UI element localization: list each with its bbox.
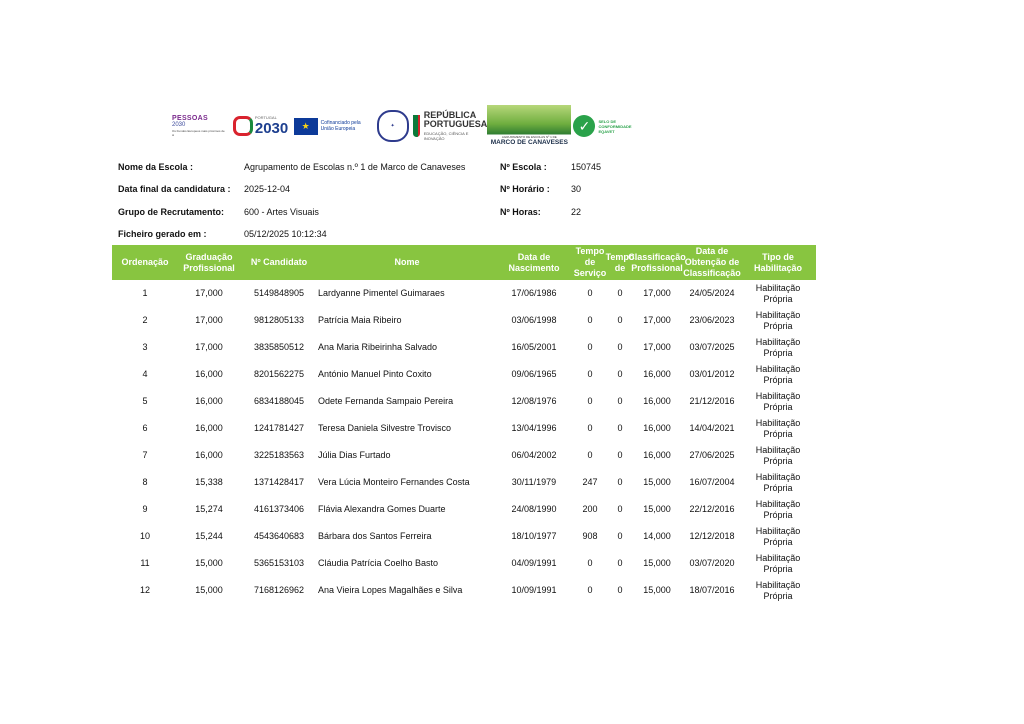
eqavet-text-1: SELO DE	[598, 118, 617, 124]
cell-nascimento: 09/06/1965	[511, 369, 557, 379]
table-row	[112, 361, 816, 388]
agrupamento-logo-main: MARCO DE CANAVESES	[490, 139, 568, 146]
cell-nome: Bárbara dos Santos Ferreira	[318, 531, 432, 541]
cell-classificacao: 17,000	[643, 342, 671, 352]
cell-data-classificacao: 18/07/2016	[689, 585, 735, 595]
cell-graduacao: 17,000	[195, 342, 223, 352]
republica-subtitle: EDUCAÇÃO, CIÊNCIA E INOVAÇÃO	[423, 131, 469, 141]
cell-classificacao: 15,000	[643, 558, 671, 568]
cell-tempo-servico: 247	[582, 477, 598, 487]
cell-nome: Odete Fernanda Sampaio Pereira	[318, 396, 454, 406]
cell-nascimento: 04/09/1991	[511, 558, 557, 568]
cell-classificacao: 16,000	[643, 369, 671, 379]
col-header-candidato: Nº Candidato	[250, 257, 308, 267]
cell-nome: Ana Vieira Lopes Magalhães e Silva	[318, 585, 463, 595]
cell-ordenacao: 11	[140, 558, 150, 568]
n-horas-value: 22	[571, 207, 582, 217]
eqavet-check-icon: ✓	[573, 115, 595, 137]
data-final-label: Data final da candidatura :	[118, 184, 231, 194]
cell-graduacao: 15,000	[195, 585, 223, 595]
table-row	[112, 280, 816, 307]
agrupamento-logo	[487, 105, 571, 147]
cell-graduacao: 17,000	[195, 315, 223, 325]
cell-tipo-habilitacao: Habilitação Própria	[755, 552, 801, 574]
portugal-2030-year: 2030	[254, 120, 289, 137]
cell-candidato: 1371428417	[253, 477, 305, 487]
cell-tipo-habilitacao: Habilitação Própria	[755, 390, 801, 412]
cell-ordenacao: 7	[142, 450, 148, 460]
portugal-2030-logo	[233, 102, 290, 150]
cell-nome: Júlia Dias Furtado	[318, 450, 391, 460]
n-horario-label: Nº Horário :	[500, 184, 550, 194]
cell-data-classificacao: 03/01/2012	[689, 369, 735, 379]
col-header-nome: Nome	[394, 257, 420, 267]
cell-tempo-servico: 0	[587, 315, 593, 325]
seal-icon: ✦	[377, 110, 409, 142]
cell-tipo-habilitacao: Habilitação Própria	[755, 471, 801, 493]
cell-nome: Flávia Alexandra Gomes Duarte	[318, 504, 446, 514]
agrupamento-logo-small: AGRUPAMENTO DE ESCOLAS Nº 1 DE	[501, 135, 557, 139]
cell-tempo-de: 0	[617, 342, 623, 352]
ficheiro-value: 05/12/2025 10:12:34	[244, 229, 327, 239]
cell-data-classificacao: 03/07/2025	[689, 342, 735, 352]
eqavet-logo	[573, 102, 644, 150]
eu-flag-icon: ★	[294, 118, 318, 135]
cell-tempo-servico: 908	[582, 531, 598, 541]
cell-classificacao: 15,000	[643, 477, 671, 487]
cell-nascimento: 06/04/2002	[511, 450, 557, 460]
cell-data-classificacao: 21/12/2016	[689, 396, 735, 406]
cell-data-classificacao: 23/06/2023	[689, 315, 735, 325]
cell-classificacao: 16,000	[643, 396, 671, 406]
table-row	[112, 496, 816, 523]
col-header-tipo-habilitacao: Tipo de Habilitação	[753, 251, 802, 273]
pessoas-2030-logo	[172, 102, 227, 150]
escola-label: Nome da Escola :	[118, 162, 194, 172]
cell-ordenacao: 3	[142, 342, 148, 352]
cell-nome: António Manuel Pinto Coxito	[318, 369, 432, 379]
cell-nascimento: 16/05/2001	[511, 342, 557, 352]
grupo-value: 600 - Artes Visuais	[244, 207, 319, 217]
table-row	[112, 307, 816, 334]
cell-candidato: 7168126962	[253, 585, 305, 595]
cell-tempo-servico: 0	[587, 288, 593, 298]
cell-graduacao: 16,000	[195, 450, 223, 460]
cell-nome: Ana Maria Ribeirinha Salvado	[318, 342, 438, 352]
cell-classificacao: 16,000	[643, 450, 671, 460]
cell-tempo-servico: 0	[587, 369, 593, 379]
cell-tempo-de: 0	[617, 369, 623, 379]
cell-nome: Vera Lúcia Monteiro Fernandes Costa	[318, 477, 470, 487]
cell-tempo-servico: 0	[587, 558, 593, 568]
cell-classificacao: 14,000	[643, 531, 671, 541]
cell-tipo-habilitacao: Habilitação Própria	[755, 363, 801, 385]
cell-tempo-de: 0	[617, 423, 623, 433]
cell-graduacao: 16,000	[195, 396, 223, 406]
cell-tempo-servico: 0	[587, 396, 593, 406]
republica-text-1: REPÚBLICA	[423, 110, 477, 120]
cell-tipo-habilitacao: Habilitação Própria	[755, 336, 801, 358]
n-escola-label: Nº Escola :	[500, 162, 547, 172]
cell-candidato: 5149848905	[253, 288, 305, 298]
cell-tempo-de: 0	[617, 450, 623, 460]
cell-data-classificacao: 14/04/2021	[689, 423, 735, 433]
table-row	[112, 550, 816, 577]
seal-logo	[372, 102, 413, 150]
cell-tempo-servico: 200	[582, 504, 598, 514]
cell-graduacao: 15,244	[195, 531, 223, 541]
cell-ordenacao: 5	[142, 396, 148, 406]
cell-data-classificacao: 24/05/2024	[689, 288, 735, 298]
cell-nascimento: 12/08/1976	[511, 396, 557, 406]
cell-candidato: 4161373406	[253, 504, 305, 514]
cell-tipo-habilitacao: Habilitação Própria	[755, 417, 801, 439]
col-header-ordenacao: Ordenação	[121, 257, 169, 267]
eu-cofinanced-logo	[294, 102, 370, 150]
cell-graduacao: 16,000	[195, 423, 223, 433]
cell-tempo-servico: 0	[587, 450, 593, 460]
grupo-label: Grupo de Recrutamento:	[118, 207, 225, 217]
escola-value: Agrupamento de Escolas n.º 1 de Marco de Canaveses	[244, 162, 466, 172]
cell-data-classificacao: 16/07/2004	[689, 477, 735, 487]
cell-ordenacao: 8	[142, 477, 148, 487]
cell-graduacao: 16,000	[195, 369, 223, 379]
cell-nascimento: 18/10/1977	[511, 531, 557, 541]
ficheiro-label: Ficheiro gerado em :	[118, 229, 207, 239]
portugal-2030-name: PORTUGAL	[254, 115, 277, 120]
table-row	[112, 577, 816, 604]
cell-tempo-de: 0	[617, 396, 623, 406]
cell-data-classificacao: 22/12/2016	[689, 504, 735, 514]
n-horas-label: Nº Horas:	[500, 207, 541, 217]
col-header-tempo-de: Tempo de	[605, 251, 635, 273]
cell-tipo-habilitacao: Habilitação Própria	[755, 579, 801, 601]
cell-nascimento: 03/06/1998	[511, 315, 557, 325]
cell-ordenacao: 9	[142, 504, 148, 514]
cell-nascimento: 17/06/1986	[511, 288, 557, 298]
cell-candidato: 3225183563	[253, 450, 305, 460]
col-header-graduacao: Graduação Profissional	[183, 251, 235, 273]
cell-tipo-habilitacao: Habilitação Própria	[755, 309, 801, 331]
cell-nascimento: 10/09/1991	[511, 585, 557, 595]
cell-candidato: 9812805133	[253, 315, 305, 325]
cell-tempo-de: 0	[617, 315, 623, 325]
cell-tempo-de: 0	[617, 477, 623, 487]
cell-tempo-de: 0	[617, 504, 623, 514]
republica-portuguesa-logo	[413, 102, 487, 150]
col-header-tempo-servico: Tempo de Serviço	[573, 246, 607, 278]
table-header	[112, 245, 816, 280]
cell-candidato: 4543640683	[253, 531, 305, 541]
eu-logo-text-2: União Europeia	[320, 126, 356, 132]
cell-tipo-habilitacao: Habilitação Própria	[755, 525, 801, 547]
n-horario-value: 30	[571, 184, 582, 194]
cell-nome: Cláudia Patrícia Coelho Basto	[318, 558, 439, 568]
cell-ordenacao: 10	[139, 531, 150, 541]
cell-tempo-servico: 0	[587, 342, 593, 352]
col-header-data-classificacao: Data de Obtenção de Classificação	[683, 246, 741, 278]
table-row	[112, 523, 816, 550]
eqavet-text-3: EQAVET	[598, 128, 615, 134]
col-header-nascimento: Data de Nascimento	[508, 251, 560, 273]
cell-tempo-de: 0	[617, 531, 623, 541]
table-row	[112, 388, 816, 415]
cell-candidato: 8201562275	[253, 369, 305, 379]
cell-tipo-habilitacao: Habilitação Própria	[755, 444, 801, 466]
cell-tempo-servico: 0	[587, 585, 593, 595]
cell-ordenacao: 6	[142, 423, 148, 433]
col-header-classificacao: Classificação Profissional	[628, 251, 686, 273]
cell-data-classificacao: 27/06/2025	[689, 450, 735, 460]
logo-strip	[172, 102, 644, 150]
eqavet-text-2: CONFORMIDADE	[598, 123, 632, 129]
pessoas-logo-name: PESSOAS	[172, 115, 208, 122]
cell-nascimento: 13/04/1996	[511, 423, 557, 433]
cell-nome: Lardyanne Pimentel Guimaraes	[318, 288, 445, 298]
cell-graduacao: 15,000	[195, 558, 223, 568]
cell-tempo-de: 0	[617, 585, 623, 595]
cell-ordenacao: 12	[139, 585, 150, 595]
table-row	[112, 334, 816, 361]
cell-graduacao: 15,338	[195, 477, 223, 487]
republica-text-2: PORTUGUESA	[423, 119, 488, 129]
cell-classificacao: 16,000	[643, 423, 671, 433]
cell-data-classificacao: 03/07/2020	[689, 558, 735, 568]
cell-tempo-de: 0	[617, 558, 623, 568]
pessoas-logo-year: 2030	[172, 122, 186, 128]
cell-data-classificacao: 12/12/2018	[689, 531, 735, 541]
cell-candidato: 6834188045	[253, 396, 305, 406]
cell-nascimento: 24/08/1990	[511, 504, 557, 514]
cell-classificacao: 15,000	[643, 504, 671, 514]
cell-ordenacao: 4	[142, 369, 148, 379]
pessoas-logo-tagline: Os Fundos Europeus mais próximos de si	[172, 129, 225, 137]
cell-nascimento: 30/11/1979	[511, 477, 557, 487]
cell-classificacao: 15,000	[643, 585, 671, 595]
cell-graduacao: 17,000	[195, 288, 223, 298]
republica-shield-icon	[413, 115, 419, 137]
cell-nome: Patrícia Maia Ribeiro	[318, 315, 402, 325]
cell-ordenacao: 1	[142, 288, 148, 298]
table-row	[112, 442, 816, 469]
table-row	[112, 469, 816, 496]
cell-ordenacao: 2	[142, 315, 148, 325]
n-escola-value: 150745	[571, 162, 602, 172]
cell-tempo-servico: 0	[587, 423, 593, 433]
cell-candidato: 1241781427	[253, 423, 305, 433]
cell-classificacao: 17,000	[643, 288, 671, 298]
portugal-2030-mark-icon	[233, 116, 253, 136]
data-final-value: 2025-12-04	[244, 184, 291, 194]
cell-tempo-de: 0	[617, 288, 623, 298]
cell-nome: Teresa Daniela Silvestre Trovisco	[318, 423, 452, 433]
table-row	[112, 415, 816, 442]
cell-tipo-habilitacao: Habilitação Própria	[755, 282, 801, 304]
eu-logo-text-1: Cofinanciado pela	[320, 120, 361, 126]
cell-candidato: 3835850512	[253, 342, 305, 352]
cell-tipo-habilitacao: Habilitação Própria	[755, 498, 801, 520]
cell-candidato: 5365153103	[253, 558, 305, 568]
cell-classificacao: 17,000	[643, 315, 671, 325]
cell-graduacao: 15,274	[195, 504, 223, 514]
